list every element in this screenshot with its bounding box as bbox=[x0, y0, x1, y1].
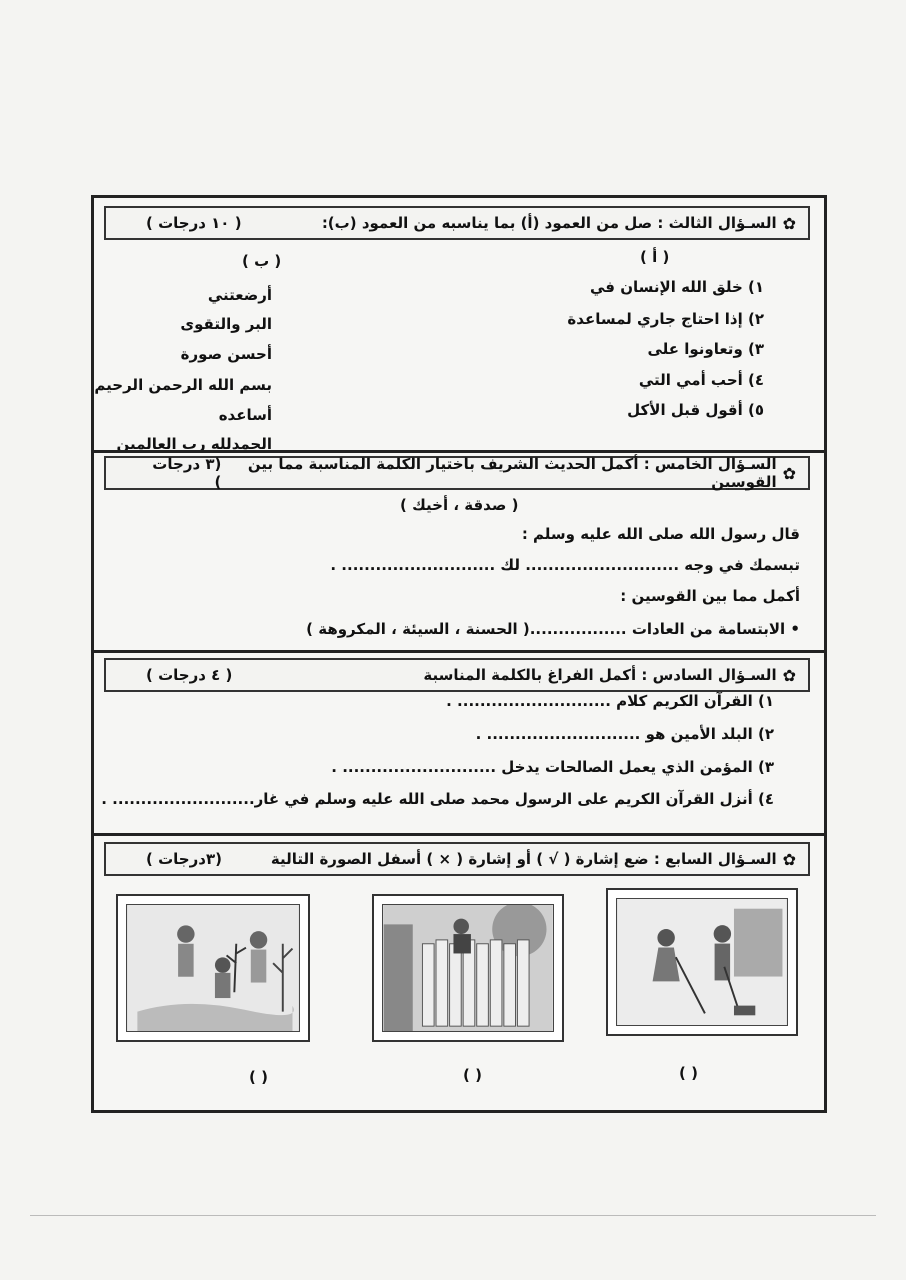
q6-item: ٣) المؤمن الذي يعمل الصالحات يدخل ........................... . bbox=[331, 758, 774, 776]
col-a-header: ( أ ) bbox=[640, 248, 670, 266]
col-a-item: ٣) وتعاونوا على bbox=[647, 340, 764, 358]
q6-header bbox=[104, 658, 810, 692]
col-a-item: ٢) إذا احتاج جاري لمساعدة bbox=[567, 310, 764, 328]
col-b-item: بسم الله الرحمن الرحيم bbox=[94, 376, 272, 394]
col-b-item: الحمدلله رب العالمين bbox=[116, 435, 272, 453]
q3-marks: ( ١٠ درجات ) bbox=[146, 214, 242, 232]
picture-cleaning bbox=[606, 888, 798, 1036]
answer-box[interactable]: ( ) bbox=[249, 1068, 268, 1086]
col-b-header: ( ب ) bbox=[242, 252, 282, 270]
answer-box[interactable]: ( ) bbox=[679, 1064, 698, 1082]
q6-item: ٤) أنزل القرآن الكريم على الرسول محمد صلى الله عليه وسلم في غار......................... . bbox=[101, 790, 774, 808]
cleaning-illustration bbox=[617, 899, 787, 1025]
q6-title: السـؤال السادس : أكمل الفراغ بالكلمة المناسبة bbox=[423, 666, 777, 684]
gear-icon: ✿ bbox=[782, 463, 796, 483]
col-b-item: أرضعتني bbox=[207, 286, 272, 304]
q5-marks: (٣ درجات ) bbox=[152, 455, 222, 491]
gear-icon: ✿ bbox=[782, 213, 796, 233]
q6-item: ١) القرآن الكريم كلام ........................... . bbox=[446, 692, 774, 710]
col-a-item: ١) خلق الله الإنسان في bbox=[590, 278, 764, 296]
col-b-item: البر والتقوى bbox=[180, 315, 272, 333]
gear-icon: ✿ bbox=[782, 849, 796, 869]
q5-header bbox=[104, 456, 810, 490]
q3-title: السـؤال الثالث : صل من العمود (أ) بما يناسبه من العمود (ب): bbox=[321, 214, 777, 232]
divider bbox=[94, 833, 824, 836]
col-b-item: أحسن صورة bbox=[180, 345, 272, 363]
q6-item: ٢) البلد الأمين هو ........................... . bbox=[475, 725, 774, 743]
divider bbox=[94, 450, 824, 453]
page-bottom-line bbox=[30, 1215, 876, 1216]
q5-hadith: تبسمك في وجه ........................... لك ........................... . bbox=[330, 556, 800, 574]
answer-box[interactable]: ( ) bbox=[463, 1066, 482, 1084]
q5-intro: قال رسول الله صلى الله عليه وسلم : bbox=[521, 525, 800, 543]
picture-fence bbox=[372, 894, 564, 1042]
q5-bullet: • الابتسامة من العادات .................( الحسنة ، السيئة ، المكروهة ) bbox=[306, 620, 800, 638]
col-b-item: أساعده bbox=[218, 406, 272, 424]
exam-frame bbox=[91, 195, 827, 1113]
q7-title: السـؤال السابع : ضع إشارة ( √ ) أو إشارة ( × ) أسفل الصورة التالية bbox=[270, 850, 777, 868]
col-a-item: ٤) أحب أمي التي bbox=[638, 371, 764, 389]
q5-choices: ( صدقة ، أخيك ) bbox=[400, 496, 519, 514]
gear-icon: ✿ bbox=[782, 665, 796, 685]
fence-illustration bbox=[383, 905, 553, 1031]
divider bbox=[94, 650, 824, 653]
q6-marks: ( ٤ درجات ) bbox=[146, 666, 233, 684]
q3-header bbox=[104, 206, 810, 240]
q5-title: السـؤال الخامس : أكمل الحديث الشريف باختيار الكلمة المناسبة مما بين القوسين bbox=[247, 455, 777, 491]
planting-illustration bbox=[127, 905, 299, 1031]
q7-marks: (٣درجات ) bbox=[146, 850, 222, 868]
q5-complete: أكمل مما بين القوسين : bbox=[620, 587, 800, 605]
col-a-item: ٥) أقول قبل الأكل bbox=[627, 401, 764, 419]
q7-header bbox=[104, 842, 810, 876]
picture-planting bbox=[116, 894, 310, 1042]
